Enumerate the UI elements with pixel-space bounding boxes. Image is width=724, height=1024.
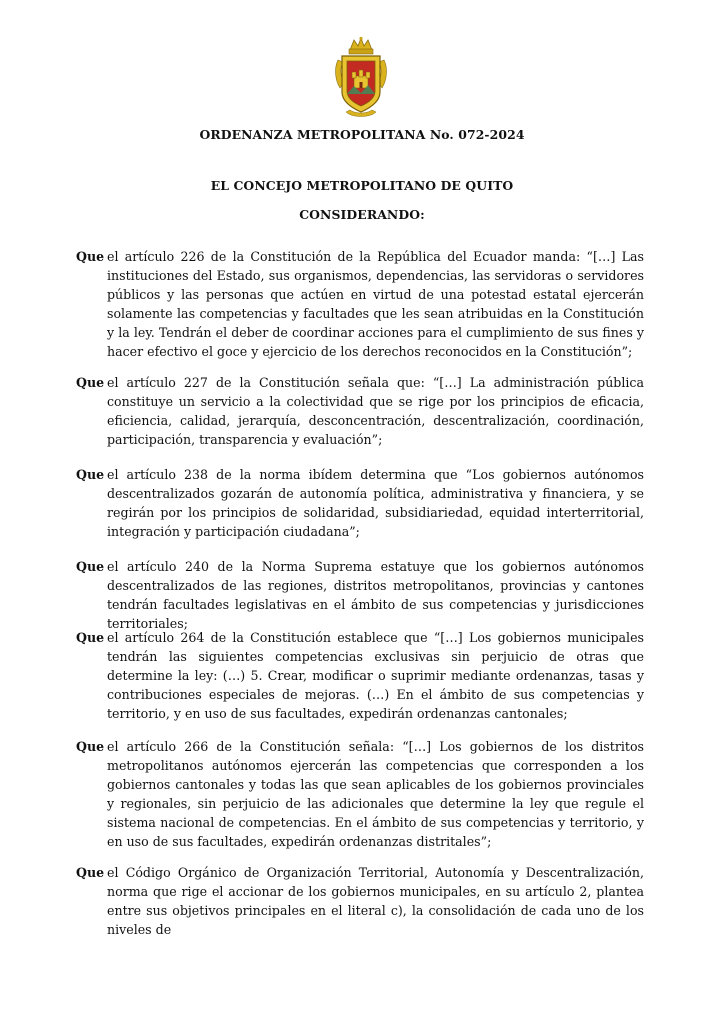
- clause: [76, 465, 644, 541]
- clause-text: el artículo 227 de la Constitución señala que: “[…] La administración pública constituye un servicio a la colectividad que se rige por los principios de eficacia, eficiencia, calidad, jerarquía, desconcentración, descentralización, coordinación, participación, transparencia y evaluación”;: [107, 375, 644, 448]
- quito-coat-of-arms-seal: [332, 36, 390, 120]
- clause-lead: Que: [76, 467, 105, 482]
- clause-text: el artículo 264 de la Constitución establece que “[…] Los gobiernos municipales tendrán las siguientes competencias exclusivas sin perjuicio de otras que determine la ley: (…) 5. Crear, modificar o suprimir mediante ordenanzas, tasas y contribuciones especiales de mejoras. (…) En el ámbito de sus competencias y territorio, y en uso de sus facultades, expedirán ordenanzas cantonales;: [107, 630, 644, 722]
- clause-text: el Código Orgánico de Organización Territorial, Autonomía y Descentralización, norma que rige el accionar de los gobiernos municipales, en su artículo 2, plantea entre sus objetivos principales en el literal c), la consolidación de cada uno de los niveles de: [107, 865, 644, 938]
- clause: [76, 863, 644, 939]
- ordinance-title: ORDENANZA METROPOLITANA No. 072-2024: [199, 127, 525, 142]
- clause-text: el artículo 266 de la Constitución señala: “[…] Los gobiernos de los distritos metropolitanos autónomos ejercerán las competencias que corresponden a los gobiernos cantonales y todas las que sean aplicables de los gobiernos provinciales y regionales, sin perjuicio de las adicionales que determine la ley que regule el sistema nacional de competencias. En el ámbito de sus competencias y territorio, y en uso de sus facultades, expedirán ordenanzas distritales”;: [107, 739, 644, 850]
- clause-lead: Que: [76, 865, 105, 880]
- clause-lead: Que: [76, 630, 105, 645]
- clause-lead: Que: [76, 559, 105, 574]
- issuer-heading: EL CONCEJO METROPOLITANO DE QUITO: [210, 178, 514, 193]
- clause-text: el artículo 240 de la Norma Suprema estatuye que los gobiernos autónomos descentralizados de las regiones, distritos metropolitanos, provincias y cantones tendrán facultades legislativas en el ámbito de sus competencias y jurisdicciones territoriales;: [107, 559, 644, 632]
- considerando-heading: CONSIDERANDO:: [299, 207, 425, 222]
- clause-lead: Que: [76, 249, 105, 264]
- clause: [76, 247, 644, 362]
- clause-text: el artículo 238 de la norma ibídem determina que “Los gobiernos autónomos descentralizados gozarán de autonomía política, administrativa y financiera, y se regirán por los principios de solidaridad, subsidiariedad, equidad interterritorial, integración y participación ciudadana”;: [107, 467, 644, 540]
- clause: [76, 557, 644, 633]
- clause-lead: Que: [76, 375, 105, 390]
- clause: [76, 628, 644, 723]
- clause: [76, 373, 644, 449]
- clause-lead: Que: [76, 739, 105, 754]
- clause: [76, 737, 644, 852]
- clause-text: el artículo 226 de la Constitución de la República del Ecuador manda: “[…] Las instituciones del Estado, sus organismos, dependencias, las servidoras o servidores públicos y las personas que actúen en virtud de una potestad estatal ejercerán solamente las competencias y facultades que les sean atribuidas en la Constitución y la ley. Tendrán el deber de coordinar acciones para el cumplimiento de sus fines y hacer efectivo el goce y ejercicio de los derechos reconocidos en la Constitución”;: [107, 249, 644, 360]
